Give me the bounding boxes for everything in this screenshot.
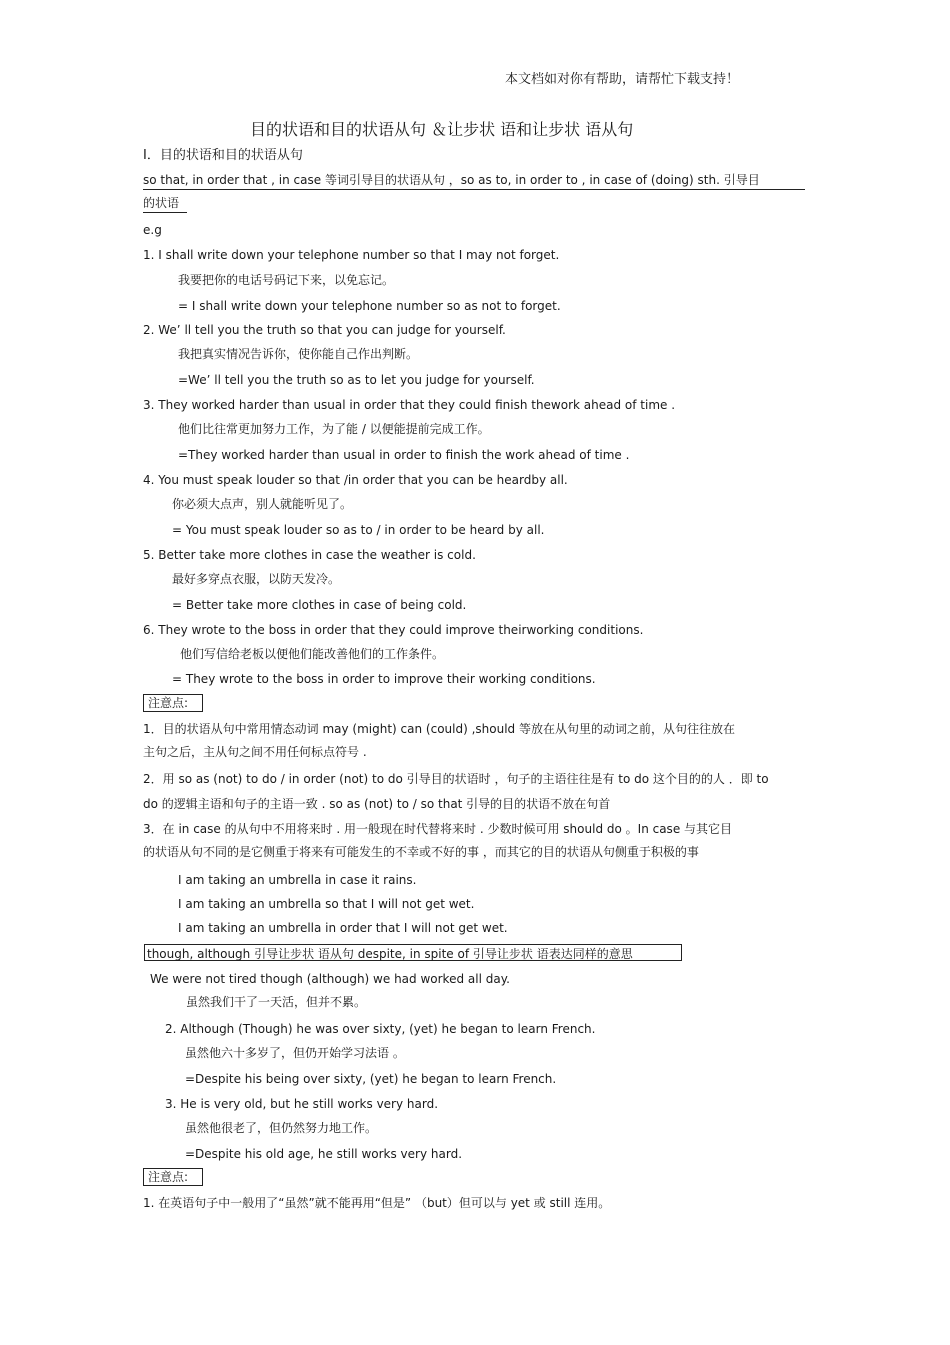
note-line: do 的逻辑主语和句子的主语一致 . so as (not) to / so that 引导的目的状语不放在句首 [143,797,611,811]
note-line: 主句之后，主从句之间不用任何标点符号 . [143,745,367,759]
concession-example-cn: 虽然他六十多岁了，但仍开始学习法语 。 [185,1046,405,1060]
note-label: 注意点: [143,1168,203,1186]
example-cn: 你必须大点声，别人就能听见了。 [172,497,353,511]
header-note: 本文档如对你有帮助，请帮忙下载支持！ [505,72,740,87]
concession-example-en: 2. Although (Though) he was over sixty, (yet) he began to learn French. [165,1022,596,1036]
example-en: 3. They worked harder than usual in order that they could finish thework ahead of time . [143,398,676,412]
concession-example-alt: =Despite his old age, he still works very hard. [185,1147,463,1161]
umbrella-example: I am taking an umbrella in order that I will not get wet. [178,921,508,935]
umbrella-example: I am taking an umbrella so that I will not get wet. [178,897,475,911]
example-cn: 他们比往常更加努力工作，为了能 / 以便能提前完成工作。 [178,422,490,436]
example-alt: =They worked harder than usual in order to finish the work ahead of time . [178,448,630,462]
example-alt: = They wrote to the boss in order to improve their working conditions. [172,672,596,686]
example-cn: 我要把你的电话号码记下来，以免忘记。 [178,273,395,287]
concession-example-cn: 虽然我们干了一天活，但并不累。 [186,995,367,1009]
example-alt: =We’ ll tell you the truth so as to let you judge for yourself. [178,373,535,387]
example-alt: = I shall write down your telephone number so as not to forget. [178,299,561,313]
concession-example-en: 3. He is very old, but he still works very hard. [165,1097,439,1111]
note-line: 1. 在英语句子中一般用了“虽然”就不能再用“但是” （but）但可以与 yet 或 still 连用。 [143,1196,611,1210]
example-alt: = Better take more clothes in case of being cold. [172,598,467,612]
note-line: 2．用 so as (not) to do / in order (not) to do 引导目的状语时 ，句子的主语往往是有 to do 这个目的的人 ．即 to [143,772,769,786]
intro-line-1: so that, in order that , in case 等词引导目的状语从句 ，so as to, in order to , in case of (doing) sth. 引导目 [143,172,805,190]
note-line: 1．目的状语从句中常用情态动词 may (might) can (could) ,should 等放在从句里的动词之前，从句往往放在 [143,722,735,736]
intro-line-2: 的状语 [143,195,187,213]
example-alt: = You must speak louder so as to / in order to be heard by all. [172,523,545,537]
example-en: 5. Better take more clothes in case the weather is cold. [143,548,476,562]
example-cn: 他们写信给老板以便他们能改善他们的工作条件。 [180,647,445,661]
concession-example-en: We were not tired though (although) we had worked all day. [150,972,510,986]
note-label: 注意点: [143,694,203,712]
concession-intro-box: though, although 引导让步状 语从句 despite, in spite of 引导让步状 语表达同样的意思 [144,944,682,961]
example-en: 6. They wrote to the boss in order that they could improve theirworking conditions. [143,623,644,637]
section-heading: I．目的状语和目的状语从句 [143,148,303,163]
example-en: 1. I shall write down your telephone number so that I may not forget. [143,248,560,262]
page-title: 目的状语和目的状语从句 ＆让步状 语和让步状 语从句 [250,120,634,139]
example-en: 4. You must speak louder so that /in order that you can be heardby all. [143,473,568,487]
example-cn: 我把真实情况告诉你，使你能自己作出判断。 [178,347,419,361]
umbrella-example: I am taking an umbrella in case it rains. [178,873,417,887]
example-en: 2. We’ ll tell you the truth so that you can judge for yourself. [143,323,506,337]
note-line: 3．在 in case 的从句中不用将来时 . 用一般现在时代替将来时 . 少数时候可用 should do 。In case 与其它目 [143,822,733,836]
concession-example-alt: =Despite his being over sixty, (yet) he began to learn French. [185,1072,557,1086]
note-line: 的状语从句不同的是它侧重于将来有可能发生的不幸或不好的事 ，而其它的目的状语从句侧重于积极的事 [143,845,699,859]
eg-label: e.g [143,223,162,237]
concession-example-cn: 虽然他很老了，但仍然努力地工作。 [185,1121,378,1135]
example-cn: 最好多穿点衣服，以防天发冷。 [172,572,341,586]
